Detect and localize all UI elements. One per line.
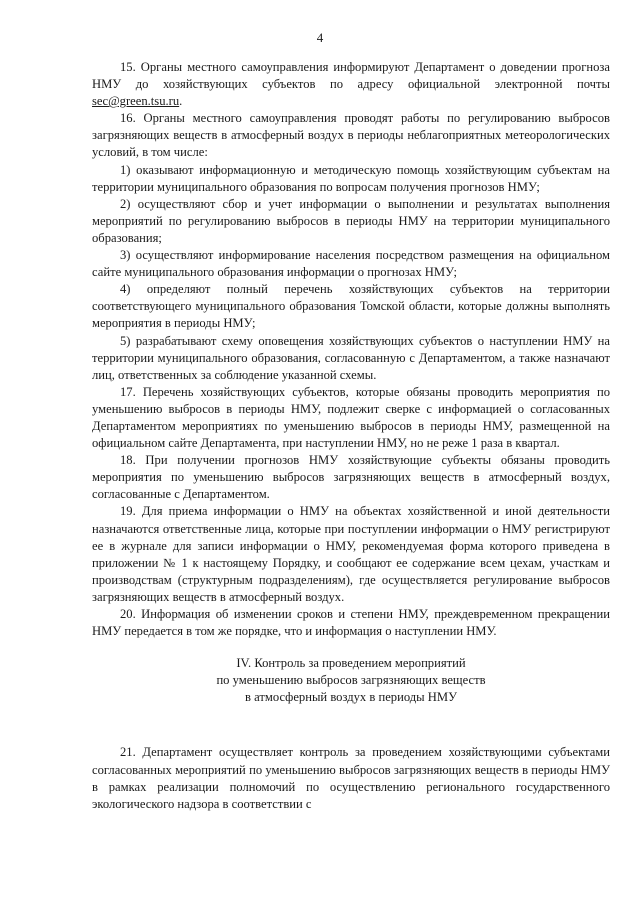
paragraph-15-text: 15. Органы местного самоуправления информируют Департамент о доведении прогноза НМУ до хозяйствующих субъектов по адресу официальной электронной почты [92, 60, 610, 92]
paragraph-21: 21. Департамент осуществляет контроль за проведением хозяйствующими субъектами согласованных мероприятий по уменьшению выбросов загрязняющих веществ в периоды НМУ в рамках реализации полномочий по осуществлению регионального государственного экологического надзора в соответствии с [92, 745, 610, 811]
paragraph-20: 20. Информация об изменении сроков и степени НМУ, преждевременном прекращении НМУ передается в том же порядке, что и информация о наступлении НМУ. [92, 607, 610, 639]
heading-line-2: по уменьшению выбросов загрязняющих веществ [216, 673, 486, 688]
email-link[interactable]: sec@green.tsu.ru [92, 94, 180, 109]
paragraph-15-end: . [179, 94, 183, 109]
heading-line-3: в атмосферный воздух в периоды НМУ [245, 690, 457, 705]
paragraph-18: 18. При получении прогнозов НМУ хозяйствующие субъекты обязаны проводить мероприятия по уменьшению выбросов загрязняющих веществ в атмосферный воздух, согласованные с Департаментом. [92, 453, 610, 502]
paragraph-16-item-2: 2) осуществляют сбор и учет информации о выполнении и результатах выполнения мероприятий по регулированию выбросов в периоды НМУ на территории муниципального образования; [92, 196, 610, 245]
paragraph-15 [92, 59, 610, 110]
page-number: 4 [316, 30, 324, 45]
paragraph-16-item-4: 4) определяют полный перечень хозяйствующих субъектов на территории соответствующего муниципального образования Томской области, которые должны выполнять мероприятия в периоды НМУ; [92, 282, 610, 331]
paragraph-16-item-3: 3) осуществляют информирование населения посредством размещения на официальном сайте муниципального образования информации о прогнозах НМУ; [92, 248, 610, 280]
paragraph-16-item-5: 5) разрабатывают схему оповещения хозяйствующих субъектов о наступлении НМУ на территории муниципального образования, согласованную с Департаментом, а также назначают лиц, ответственных за соблюдение указанной схемы. [92, 333, 610, 382]
paragraph-16-item-1: 1) оказывают информационную и методическую помощь хозяйствующим субъектам на территории муниципального образования по вопросам получения прогнозов НМУ; [92, 162, 610, 194]
paragraph-19: 19. Для приема информации о НМУ на объектах хозяйственной и иной деятельности назначаются ответственные лица, которые при поступлении информации о НМУ регистрируют ее в журнале для записи информации о НМУ, рекомендуемая форма которого приведена в приложении № 1 к настоящему Порядку, и сообщают ее содержание всем цехам, участкам и производствам (структурным подразделениям), где осуществляется регулирование выбросов загрязняющих веществ в атмосферный воздух. [92, 504, 610, 604]
section-heading [92, 655, 610, 706]
paragraph-17: 17. Перечень хозяйствующих субъектов, которые обязаны проводить мероприятия по уменьшению выбросов в периоды НМУ, подлежит сверке с информацией о согласованных Департаментом мероприятиях по уменьшению выбросов в периоды НМУ, размещенной на официальном сайте Департамента, при наступлении НМУ, но не реже 1 раза в квартал. [92, 384, 610, 451]
paragraph-16: 16. Органы местного самоуправления проводят работы по регулированию выбросов загрязняющих веществ в атмосферный воздух в периоды неблагоприятных метеорологических условий, в том числе: [92, 111, 610, 160]
document-body [92, 59, 610, 813]
heading-line-1: IV. Контроль за проведением мероприятий [236, 656, 466, 671]
